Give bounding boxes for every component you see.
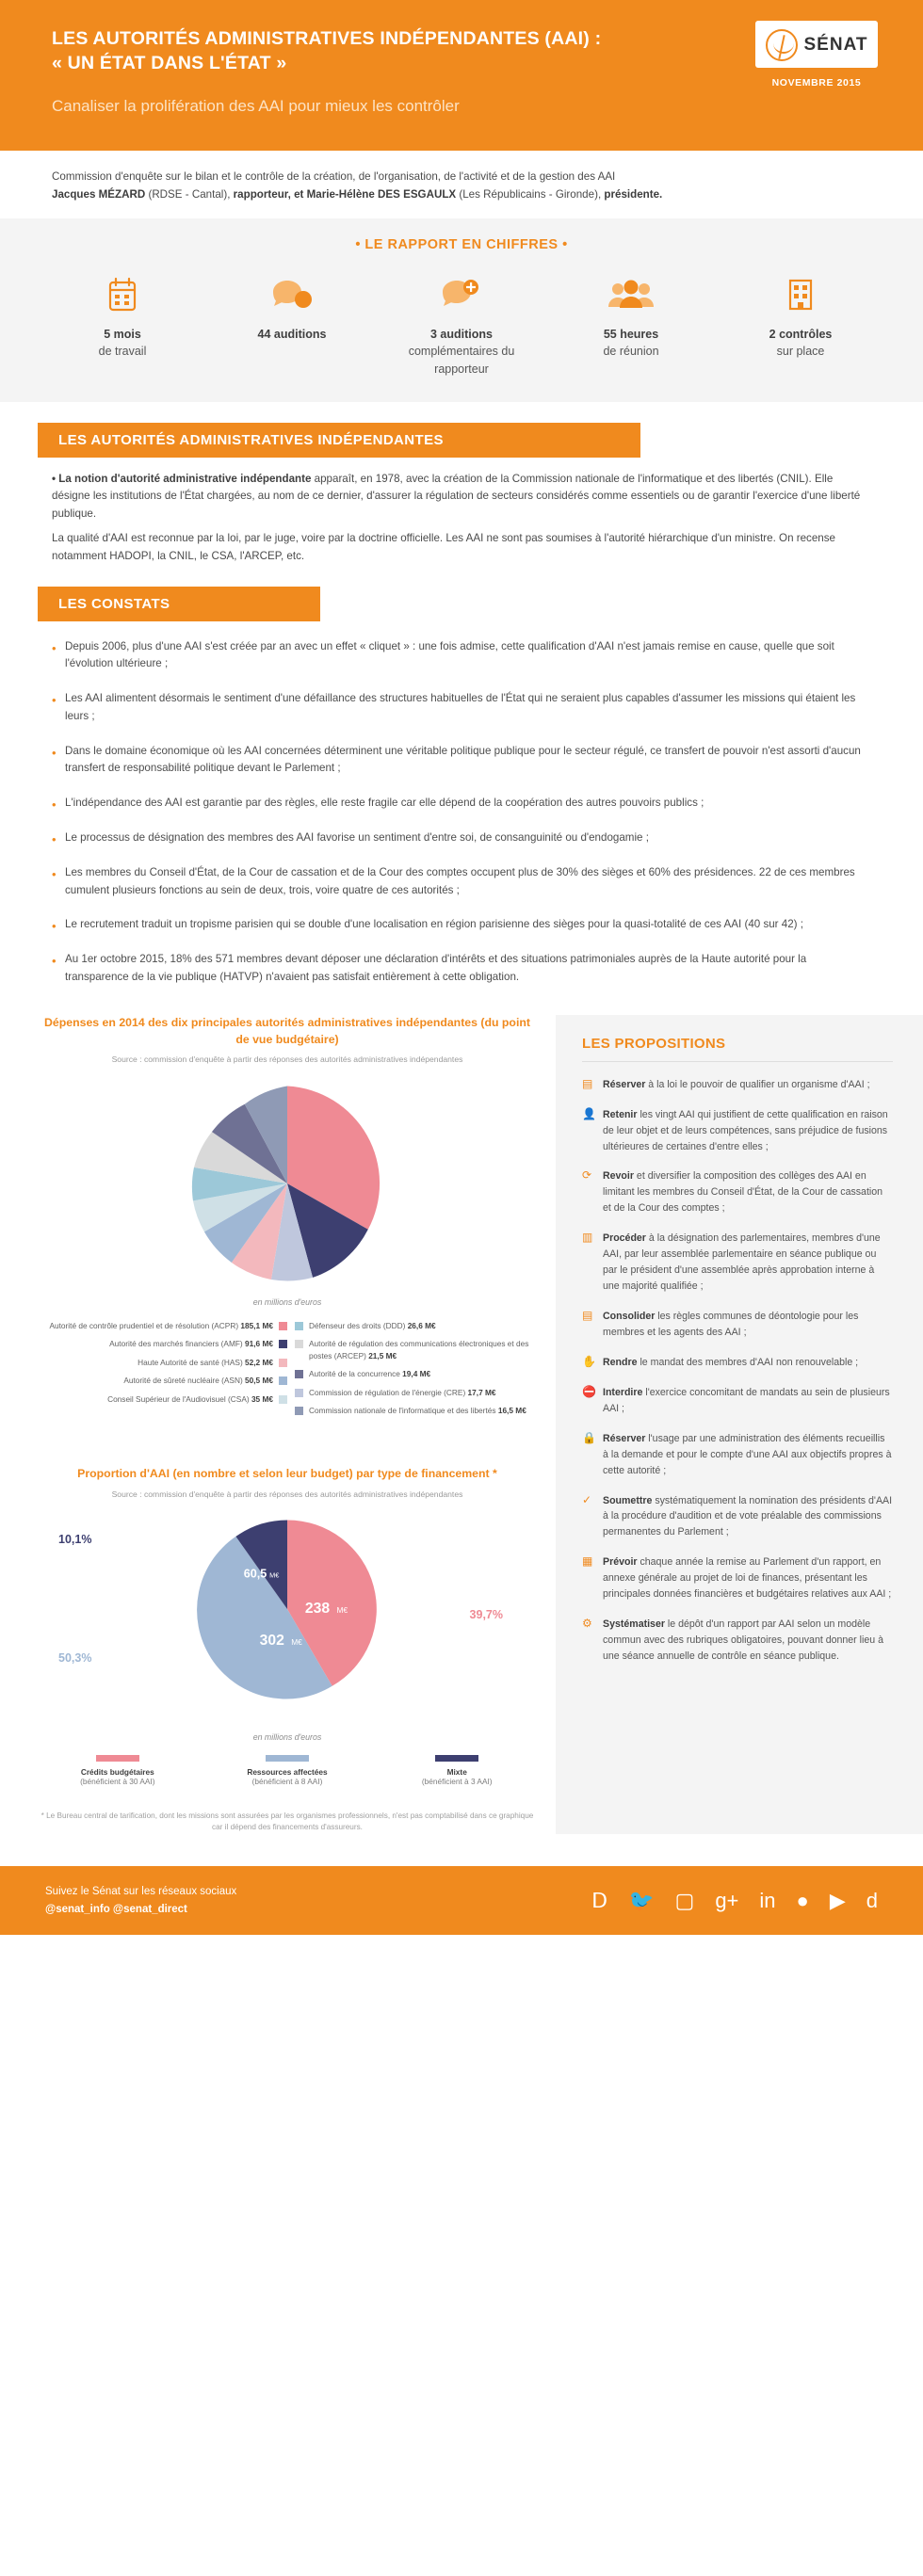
linkedin-icon[interactable]: in	[759, 1888, 776, 1912]
lock-icon: 🔒	[582, 1430, 596, 1444]
figure-value	[554, 326, 709, 360]
legend-swatch	[279, 1340, 287, 1348]
legend-column-right	[287, 1320, 537, 1424]
legend-swatch	[279, 1395, 287, 1404]
legend-text	[43, 1320, 279, 1331]
person-icon: 👤	[582, 1106, 596, 1120]
legend-value: 19,4 M€	[402, 1369, 431, 1379]
legend-swatch	[279, 1322, 287, 1330]
page-title	[52, 26, 655, 76]
proposition-verb: Systématiser	[603, 1618, 665, 1631]
aai-notion-bold: • La notion d'autorité administrative indépendante	[52, 472, 312, 485]
commission-info	[0, 151, 923, 218]
svg-text:M€: M€	[336, 1604, 348, 1615]
proposition-verb: Consolider	[603, 1311, 656, 1322]
legend-item	[295, 1387, 537, 1398]
legend-swatch	[295, 1389, 303, 1397]
legend-value: 91,6 M€	[245, 1339, 273, 1349]
charts-and-propositions	[0, 1015, 923, 1834]
proposition-text	[603, 1493, 893, 1541]
check-icon: ✓	[582, 1492, 592, 1506]
president-detail: (Les Républicains - Gironde),	[459, 188, 602, 201]
legend-item	[295, 1405, 537, 1416]
legend-swatch	[295, 1322, 303, 1330]
social-links	[591, 1888, 878, 1912]
legend-label: Autorité de sûreté nucléaire (ASN)	[123, 1376, 243, 1386]
chart-2-title: Proportion d'AAI (en nombre et selon leur budget) par type de financement *	[77, 1467, 497, 1481]
constat-item: • Le processus de désignation des membres des AAI favorise un sentiment d'entre soi, de consanguinité ou d'endogamie ;	[52, 829, 871, 847]
legend-item	[207, 1755, 367, 1786]
legend-label: Crédits budgétaires	[80, 1766, 154, 1777]
legend-item	[38, 1393, 287, 1405]
legend-value: 185,1 M€	[240, 1320, 273, 1330]
proposition-text	[603, 1617, 893, 1665]
svg-text:302: 302	[259, 1632, 284, 1649]
commission-members	[52, 185, 871, 203]
proposition-body: les vingt AAI qui justifient de cette qualification en raison de leur objet et de leurs compétences, sans préjudice de fusions ultérieures de certaines d'entre elles ;	[603, 1108, 888, 1152]
legend-item	[38, 1375, 287, 1386]
constat-item: • Les AAI alimentent désormais le sentiment d'une défaillance des structures habituelles de l'État qui ne seraient plus capables d'assumer les missions qui étaient les leurs ;	[52, 690, 871, 726]
pie2-percent-ressources: 50,3%	[58, 1650, 92, 1665]
legend-value: 50,5 M€	[245, 1376, 273, 1386]
twitter-icon[interactable]: 🐦	[628, 1888, 655, 1912]
chart-2-unit: en millions d'euros	[252, 1731, 322, 1742]
legend-value: 35 M€	[251, 1393, 273, 1404]
title-line-1: LES AUTORITÉS ADMINISTRATIVES INDÉPENDANTES (AAI) :	[52, 28, 602, 49]
proposition-item	[582, 1077, 893, 1093]
constat-item: • Depuis 2006, plus d'une AAI s'est créée par an avec un effet « cliquet » : une fois admise, cette qualification d'AAI n'est jamais remise en cause, quelle que soit l'évolution ultérieure ;	[52, 638, 871, 674]
calendar-icon	[45, 273, 201, 316]
legend-label: Mixte	[446, 1766, 467, 1777]
proposition-text	[603, 1231, 893, 1295]
president-name: Marie-Hélène DES ESGAULX	[306, 188, 457, 201]
figure-label: sur place	[776, 345, 825, 359]
legend-item	[38, 1357, 287, 1368]
legend-swatch	[279, 1359, 287, 1367]
aai-notion-text: apparaît, en 1978, avec la création de la Commission nationale de l'informatique et des libertés (CNIL). Elle désigne les institutions de l'État chargées, au nom de ce dernier, d'assurer la régulation de secteurs considérés comme essentiels ou de garantir l'exercice d'une liberté publique.	[52, 472, 861, 521]
constat-item: • Les membres du Conseil d'État, de la Cour de cassation et de la Cour des comptes occupent plus de 30% des sièges et 60% des présidences. 22 de ces membres cumulent plusieurs fonctions au sein de deux, trois, voire quatre de ces autorités ;	[52, 864, 871, 900]
proposition-item	[582, 1554, 893, 1602]
constats-list	[0, 621, 923, 987]
legend-value: 52,2 M€	[245, 1357, 273, 1367]
legend-swatch	[295, 1370, 303, 1378]
legend-text	[303, 1320, 442, 1331]
legend-swatch	[96, 1755, 139, 1762]
proposition-verb: Réserver	[603, 1078, 646, 1090]
legend-sublabel: (bénéficient à 3 AAI)	[421, 1776, 493, 1786]
proposition-text	[603, 1355, 858, 1371]
google-plus-icon[interactable]: g+	[715, 1888, 739, 1912]
proposition-verb: Retenir	[603, 1108, 638, 1120]
rapporteur-detail: (RDSE - Cantal),	[148, 188, 231, 201]
constat-item: • Au 1er octobre 2015, 18% des 571 membres devant déposer une déclaration d'intérêts et des situations patrimoniales auprès de la Haute autorité pour la transparence de la vie publique (HATVP) n'avaient pas satisfait entièrement à cette obligation.	[52, 951, 871, 987]
footer-follow-label: Suivez le Sénat sur les réseaux sociaux	[45, 1886, 237, 1898]
book-icon: ▤	[582, 1076, 593, 1090]
legend-sublabel: (bénéficient à 30 AAI)	[80, 1776, 155, 1786]
figure-label: de réunion	[603, 345, 659, 359]
chart-1-legend	[38, 1320, 537, 1424]
pie2-percent-mixte: 10,1%	[58, 1532, 92, 1546]
proposition-text	[603, 1431, 893, 1479]
figure-item	[215, 273, 370, 343]
svg-text:M€: M€	[291, 1636, 302, 1647]
commission-line: Commission d'enquête sur le bilan et le contrôle de la création, de l'organisation, de l'activité et de la gestion des AAI	[52, 170, 616, 183]
logo-label: SÉNAT	[803, 35, 868, 55]
legend-swatch	[295, 1407, 303, 1415]
chart-2-legend	[38, 1755, 537, 1786]
constat-item: • Le recrutement traduit un tropisme parisien qui se double d'une localisation en région parisienne des sièges pour la quasi-totalité de ces AAI (40 sur 42) ;	[52, 916, 871, 934]
footer-handles: @senat_info @senat_direct	[45, 1903, 187, 1915]
propositions-title: LES PROPOSITIONS	[582, 1036, 893, 1062]
figure-value	[45, 326, 201, 360]
proposition-item	[582, 1431, 893, 1479]
publication-date: NOVEMBRE 2015	[771, 77, 862, 89]
charts-column	[0, 1015, 556, 1834]
proposition-verb: Procéder	[603, 1232, 646, 1245]
figure-number: 55 heures	[603, 328, 659, 342]
proposition-item	[582, 1385, 893, 1417]
legend-label: Autorité des marchés financiers (AMF)	[109, 1339, 243, 1349]
legend-text	[303, 1338, 537, 1361]
proposition-text	[603, 1385, 893, 1417]
figure-value	[384, 326, 540, 377]
legend-item	[295, 1368, 537, 1379]
proposition-item	[582, 1168, 893, 1216]
figure-item	[723, 273, 879, 360]
key-figures-list	[38, 273, 885, 377]
chart-icon: ▦	[582, 1554, 593, 1569]
figure-number: 5 mois	[104, 328, 141, 342]
svg-text:M€: M€	[269, 1570, 280, 1580]
legend-text	[118, 1375, 279, 1386]
figure-label: de travail	[98, 345, 147, 359]
proposition-verb: Revoir	[603, 1170, 634, 1183]
legend-value: 26,6 M€	[407, 1320, 436, 1330]
proposition-body: systématiquement la nomination des présidents d'AAI à la procédure d'audition et de vote préalable des commissions permanentes du Parlement ;	[603, 1494, 893, 1538]
constat-item: • L'indépendance des AAI est garantie par des règles, elle reste fragile car elle dépend de la coopération des autres pouvoirs publics ;	[52, 795, 871, 813]
legend-text	[104, 1338, 279, 1349]
refresh-icon: ⟳	[582, 1168, 592, 1183]
proposition-body: à la loi le pouvoir de qualifier un organisme d'AAI ;	[645, 1078, 870, 1090]
aai-paragraph-2: La qualité d'AAI est reconnue par la loi, par le juge, voire par la doctrine officielle. Les AAI ne sont pas soumises à l'autorité hiérarchique d'un ministre. On recense notamment HADOPI, la CNIL, le CSA, l'ARCEP, etc.	[52, 531, 835, 562]
chart-2	[38, 1466, 537, 1834]
legend-item	[38, 1320, 287, 1331]
pie-chart-financing	[188, 1510, 386, 1708]
section-title-constats: LES CONSTATS	[38, 587, 320, 621]
senat-logo	[755, 21, 878, 89]
legend-label: Commission de régulation de l'énergie (CRE)	[309, 1387, 466, 1397]
figure-value	[215, 326, 370, 343]
proposition-item	[582, 1355, 893, 1371]
title-line-2: « UN ÉTAT DANS L'ÉTAT »	[52, 53, 287, 74]
gear-icon: ⚙	[582, 1617, 592, 1631]
figure-number: 2 contrôles	[769, 328, 833, 342]
speech-bubble-icon	[215, 273, 370, 316]
chart-footnote: * Le Bureau central de tarification, dont les missions sont assurées par les organismes professionnels, n'est pas comptabilisé dans ce graphique car il dépend des financements d'assureurs.	[40, 1811, 534, 1832]
section-aai-body	[0, 458, 923, 566]
page-subtitle: Canaliser la prolifération des AAI pour mieux les contrôler	[52, 96, 460, 115]
aai-paragraph-1	[52, 471, 871, 523]
proposition-item	[582, 1493, 893, 1541]
legend-label: Défenseur des droits (DDD)	[309, 1320, 406, 1330]
legend-text	[102, 1393, 279, 1405]
svg-text:60,5: 60,5	[243, 1567, 267, 1581]
senat-emblem-icon	[766, 29, 798, 61]
figure-item	[45, 273, 201, 360]
speech-bubble-plus-icon	[384, 273, 540, 316]
location-icon[interactable]: ●	[796, 1888, 809, 1912]
proposition-body: le dépôt d'un rapport par AAI selon un modèle commun avec des rubriques obligatoires, pouvant donner lieu à une séance annuelle de contrôle en séance publique.	[603, 1618, 883, 1662]
proposition-body: et diversifier la composition des collèges des AAI en limitant les membres du Conseil d'État, de la Cour de cassation et de la Cour des comptes ;	[603, 1170, 883, 1215]
figure-value	[723, 326, 879, 360]
proposition-verb: Prévoir	[603, 1556, 638, 1569]
proposition-body: à la désignation des parlementaires, membres d'une AAI, par leur assemblée parlementaire en séance publique ou par le président d'une assemblée après approbation interne à une majorité qualifiée ;	[603, 1232, 881, 1293]
proposition-body: l'exercice concomitant de mandats au sein de plusieurs AAI ;	[603, 1386, 890, 1414]
proposition-verb: Interdire	[603, 1386, 643, 1398]
legend-value: 16,5 M€	[497, 1405, 526, 1415]
proposition-verb: Rendre	[603, 1356, 638, 1368]
section-title-aai: LES AUTORITÉS ADMINISTRATIVES INDÉPENDANTES	[38, 423, 640, 458]
legend-text	[303, 1405, 532, 1416]
clipboard-icon: ▥	[582, 1231, 593, 1245]
chart-1	[38, 1015, 537, 1424]
legend-label: Autorité de contrôle prudentiel et de résolution (ACPR)	[49, 1320, 239, 1330]
proposition-verb: Réserver	[603, 1432, 646, 1444]
proposition-body: l'usage par une administration des éléments recueillis à la demande et pour le compte d'une AAI aux objectifs propres à cette autorité ;	[603, 1432, 892, 1476]
legend-label: Autorité de la concurrence	[309, 1369, 400, 1379]
legend-text	[303, 1368, 436, 1379]
youtube-icon[interactable]: ▶	[829, 1888, 846, 1912]
key-figures-band	[0, 218, 923, 401]
pie-chart-expenses	[179, 1075, 396, 1292]
proposition-verb: Soumettre	[603, 1494, 653, 1506]
legend-swatch	[279, 1377, 287, 1385]
legend-text	[303, 1387, 502, 1398]
legend-item	[295, 1338, 537, 1361]
legend-swatch	[266, 1755, 309, 1762]
legend-label: Conseil Supérieur de l'Audiovisuel (CSA)	[107, 1393, 250, 1404]
propositions-column	[556, 1015, 923, 1834]
legend-item	[38, 1338, 287, 1349]
rapporteur-name: Jacques MÉZARD	[52, 188, 146, 201]
figure-item	[554, 273, 709, 360]
proposition-body: les règles communes de déontologie pour les membres et les agents des AAI ;	[603, 1311, 859, 1338]
chart-1-pie	[38, 1075, 537, 1292]
page-header	[0, 0, 923, 151]
hand-icon: ✋	[582, 1354, 596, 1368]
rapporteur-role: rapporteur, et	[233, 188, 304, 201]
proposition-item	[582, 1107, 893, 1155]
footer-text	[45, 1883, 236, 1918]
chart-2-source: Source : commission d'enquête à partir des réponses des autorités administratives indépendantes	[111, 1489, 463, 1500]
chart-2-pie-area	[38, 1510, 537, 1727]
proposition-item	[582, 1617, 893, 1665]
proposition-text	[603, 1309, 893, 1341]
people-icon	[554, 273, 709, 316]
proposition-body: le mandat des membres d'AAI non renouvelable ;	[637, 1356, 859, 1368]
president-role: présidente.	[604, 188, 663, 201]
legend-text	[132, 1357, 279, 1368]
legend-swatch	[295, 1340, 303, 1348]
figure-item	[384, 273, 540, 377]
legend-label: Autorité de régulation des communications électroniques et des postes (ARCEP)	[309, 1339, 529, 1360]
legend-column-left	[38, 1320, 287, 1424]
figure-label: complémentaires du rapporteur	[408, 345, 515, 376]
figure-number: 44 auditions	[257, 328, 327, 342]
document-icon: ▤	[582, 1309, 593, 1322]
dailymotion-icon[interactable]: d	[866, 1888, 878, 1912]
key-figures-title: • LE RAPPORT EN CHIFFRES •	[355, 237, 568, 253]
proposition-text	[603, 1077, 870, 1093]
chart-1-title: Dépenses en 2014 des dix principales autorités administratives indépendantes (du point de vue budgétaire)	[44, 1015, 530, 1046]
legend-item	[295, 1320, 537, 1331]
legend-label: Haute Autorité de santé (HAS)	[138, 1357, 243, 1367]
legend-value: 17,7 M€	[467, 1387, 496, 1397]
pie2-percent-credits: 39,7%	[469, 1607, 503, 1621]
legend-label: Commission nationale de l'informatique et des libertés	[309, 1405, 496, 1415]
legend-label: Ressources affectées	[247, 1766, 328, 1777]
proposition-item	[582, 1309, 893, 1341]
proposition-item	[582, 1231, 893, 1295]
chart-1-unit: en millions d'euros	[252, 1296, 322, 1307]
legend-value: 21,5 M€	[368, 1350, 397, 1360]
svg-text:238: 238	[304, 1600, 331, 1617]
legend-item	[377, 1755, 537, 1786]
figure-number: 3 auditions	[430, 328, 493, 342]
constat-item: • Dans le domaine économique où les AAI concernées déterminent une véritable politique publique pour le secteur régulé, ce transfert de pouvoir n'est assorti d'aucun transfert de responsabilité politique devant le Parlement ;	[52, 743, 871, 779]
chart-1-source: Source : commission d'enquête à partir des réponses des autorités administratives indépendantes	[111, 1055, 463, 1065]
forbidden-icon: ⛔	[582, 1384, 596, 1398]
facebook-icon[interactable]: 𝖣	[591, 1888, 608, 1912]
instagram-icon[interactable]: ▢	[674, 1888, 695, 1912]
legend-item	[38, 1755, 198, 1786]
page-footer	[0, 1866, 923, 1935]
legend-sublabel: (bénéficient à 8 AAI)	[251, 1776, 323, 1786]
logo-plate	[755, 21, 878, 68]
chart-2-pie	[38, 1510, 537, 1708]
proposition-body: chaque année la remise au Parlement d'un rapport, en annexe générale au projet de loi de finances, présentant les principales données financières et budgétaires relatives aux AAI ;	[603, 1556, 892, 1601]
proposition-text	[603, 1107, 893, 1155]
building-icon	[723, 273, 879, 316]
proposition-text	[603, 1554, 893, 1602]
legend-swatch	[435, 1755, 478, 1762]
proposition-text	[603, 1168, 893, 1216]
